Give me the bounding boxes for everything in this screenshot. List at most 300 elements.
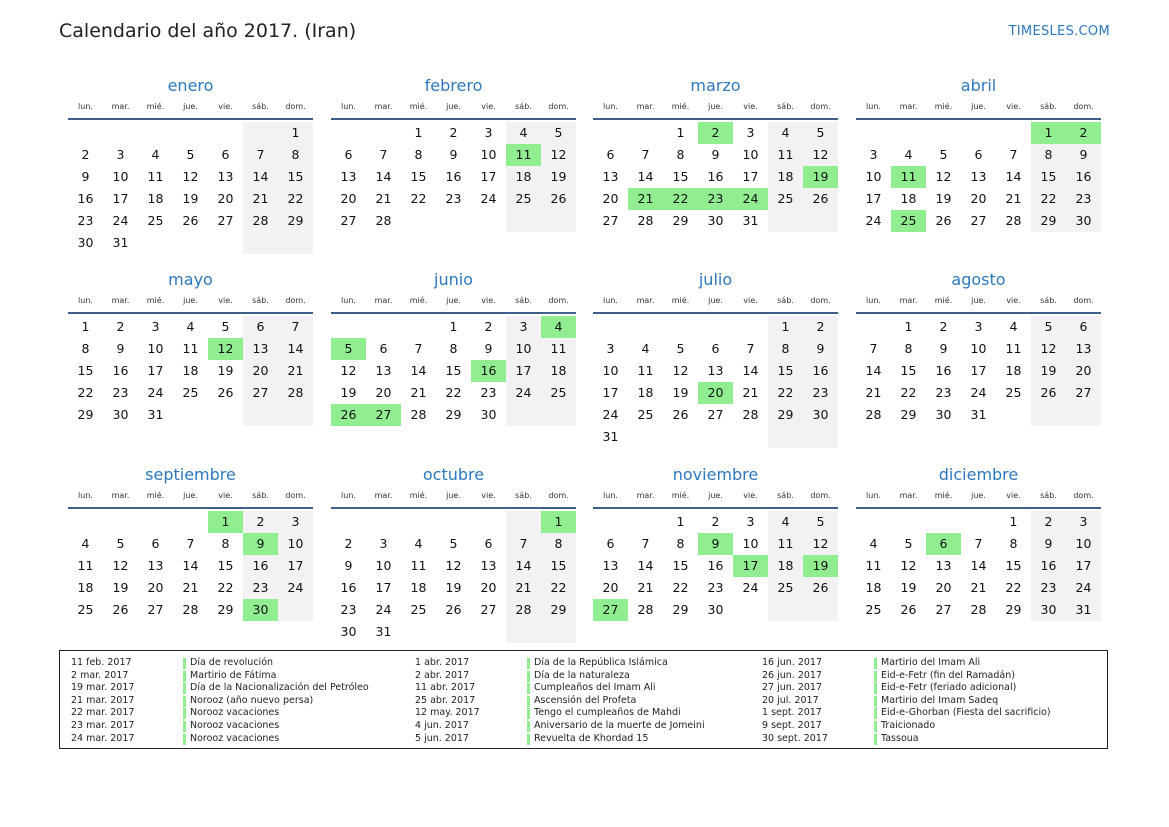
empty-cell: [1066, 404, 1101, 426]
weekday-label: vie.: [218, 102, 233, 111]
holiday-marker: [874, 721, 877, 732]
holiday-name: Aniversario de la muerte de Jomeini: [534, 719, 705, 731]
holiday-name: Día de revolución: [190, 657, 274, 668]
day-cell: 19: [445, 580, 462, 595]
day-cell: 13: [480, 558, 497, 573]
day-cell: 29: [1031, 210, 1066, 232]
day-cell: 9: [1066, 144, 1101, 166]
month-name: febrero: [424, 76, 483, 95]
weekday-header: [856, 489, 1101, 507]
day-cell: 25: [506, 188, 541, 210]
weekday-label: sáb.: [777, 491, 794, 500]
day-cell: 14: [410, 363, 427, 378]
holiday-date: 21 mar. 2017: [71, 694, 135, 706]
day-grid: [856, 316, 1101, 426]
weekday-label: lun.: [341, 102, 356, 111]
day-cell: 3: [746, 125, 755, 140]
day-cell: 13: [147, 558, 164, 573]
empty-cell: [278, 404, 313, 426]
holiday-marker: [527, 683, 530, 694]
day-cell: 8: [676, 147, 685, 162]
weekday-label: mar.: [636, 491, 655, 500]
day-cell: 26: [1031, 382, 1066, 404]
weekday-label: jue.: [183, 491, 198, 500]
holiday-marker: [183, 683, 186, 694]
day-cell: 28: [278, 382, 313, 404]
day-cell: 16: [340, 580, 357, 595]
day-cell: 1: [414, 125, 423, 140]
day-cell: 3: [974, 319, 983, 334]
empty-cell: [733, 316, 768, 338]
day-cell: 10: [602, 363, 619, 378]
weekday-label: jue.: [971, 102, 986, 111]
holiday-day-cell: 1: [208, 511, 243, 533]
weekday-label: lun.: [341, 296, 356, 305]
legend-row: [71, 733, 369, 746]
day-cell: 21: [742, 385, 759, 400]
legend-row: [762, 733, 1051, 746]
day-cell: 23: [803, 382, 838, 404]
empty-cell: [366, 511, 401, 533]
page-title: Calendario del año 2017. (Iran): [59, 20, 357, 42]
day-cell: 12: [445, 558, 462, 573]
day-grid: [593, 122, 838, 232]
empty-cell: [593, 511, 628, 533]
weekday-label: sáb.: [515, 296, 532, 305]
holiday-date: 12 may. 2017: [415, 707, 480, 719]
month-febrero: [331, 74, 576, 232]
holiday-name: Día de la naturaleza: [534, 669, 630, 681]
day-cell: 23: [935, 385, 952, 400]
day-cell: 23: [1066, 188, 1101, 210]
weekday-label: vie.: [218, 296, 233, 305]
weekday-label: vie.: [743, 296, 758, 305]
weekday-label: mié.: [409, 491, 428, 500]
day-cell: 1: [81, 319, 90, 334]
empty-cell: [926, 511, 961, 533]
weekday-label: jue.: [708, 102, 723, 111]
day-cell: 10: [480, 147, 497, 162]
day-cell: 16: [1066, 166, 1101, 188]
day-cell: 20: [243, 360, 278, 382]
day-cell: 27: [970, 213, 987, 228]
day-cell: 26: [182, 213, 199, 228]
day-cell: 23: [707, 580, 724, 595]
day-cell: 27: [935, 602, 952, 617]
day-cell: 8: [414, 147, 423, 162]
day-grid: [593, 511, 838, 621]
day-cell: 28: [410, 407, 427, 422]
weekday-label: mié.: [146, 296, 165, 305]
day-cell: 29: [77, 407, 94, 422]
empty-cell: [173, 511, 208, 533]
weekday-label: jue.: [971, 491, 986, 500]
day-cell: 11: [637, 363, 654, 378]
holiday-date: 27 jun. 2017: [762, 682, 823, 694]
day-cell: 18: [1005, 363, 1022, 378]
month-septiembre: [68, 463, 313, 621]
day-cell: 26: [803, 577, 838, 599]
empty-cell: [698, 426, 733, 448]
day-cell: 6: [484, 536, 493, 551]
month-mayo: [68, 268, 313, 426]
day-cell: 18: [506, 166, 541, 188]
legend-row: [762, 682, 1051, 695]
day-cell: 24: [506, 382, 541, 404]
day-cell: 20: [970, 191, 987, 206]
holiday-name: Día de la Nacionalización del Petróleo: [190, 682, 369, 694]
day-cell: 22: [445, 385, 462, 400]
empty-cell: [471, 511, 506, 533]
holiday-name: Eid-e-Ghorban (Fiesta del sacrificio): [881, 707, 1051, 719]
legend-column: [71, 657, 369, 745]
month-noviembre: [593, 463, 838, 621]
day-cell: 29: [445, 407, 462, 422]
day-cell: 31: [742, 213, 759, 228]
day-cell: 17: [480, 169, 497, 184]
day-grid: [68, 511, 313, 621]
month-marzo: [593, 74, 838, 232]
day-cell: 9: [344, 558, 353, 573]
day-cell: 2: [449, 125, 458, 140]
empty-cell: [961, 122, 996, 144]
empty-cell: [366, 316, 401, 338]
holiday-name: Norooz vacaciones: [190, 732, 280, 744]
holiday-day-cell: 12: [208, 338, 243, 360]
day-cell: 28: [865, 407, 882, 422]
month-junio: [331, 268, 576, 426]
holiday-day-cell: 1: [541, 511, 576, 533]
day-cell: 10: [865, 169, 882, 184]
empty-cell: [856, 316, 891, 338]
empty-cell: [436, 621, 471, 643]
empty-cell: [628, 122, 663, 144]
holiday-date: 19 mar. 2017: [71, 682, 135, 694]
empty-cell: [366, 122, 401, 144]
day-cell: 29: [217, 602, 234, 617]
day-cell: 30: [77, 235, 94, 250]
day-cell: 30: [340, 624, 357, 639]
holiday-day-cell: 2: [698, 122, 733, 144]
weekday-label: mar.: [636, 102, 655, 111]
day-cell: 13: [707, 363, 724, 378]
holiday-date: 11 feb. 2017: [71, 657, 132, 668]
day-cell: 18: [541, 360, 576, 382]
day-cell: 9: [81, 169, 90, 184]
holiday-date: 5 jun. 2017: [415, 732, 469, 744]
day-cell: 31: [970, 407, 987, 422]
day-cell: 22: [672, 580, 689, 595]
weekday-label: sáb.: [515, 491, 532, 500]
empty-cell: [803, 426, 838, 448]
month-rule: [856, 312, 1101, 314]
empty-cell: [506, 404, 541, 426]
holiday-marker: [874, 734, 877, 745]
holiday-marker: [183, 671, 186, 682]
weekday-label: mar.: [899, 491, 918, 500]
day-cell: 27: [480, 602, 497, 617]
empty-cell: [243, 404, 278, 426]
day-cell: 6: [344, 147, 353, 162]
month-name: enero: [167, 76, 214, 95]
day-cell: 20: [935, 580, 952, 595]
holiday-date: 9 sept. 2017: [762, 719, 822, 731]
day-cell: 16: [935, 363, 952, 378]
holiday-date: 1 sept. 2017: [762, 707, 822, 719]
day-cell: 24: [865, 213, 882, 228]
day-cell: 5: [541, 122, 576, 144]
day-cell: 4: [869, 536, 878, 551]
empty-cell: [138, 232, 173, 254]
day-cell: 28: [637, 213, 654, 228]
day-cell: 12: [541, 144, 576, 166]
day-cell: 15: [1031, 166, 1066, 188]
day-cell: 4: [414, 536, 423, 551]
weekday-label: dom.: [1073, 491, 1094, 500]
day-cell: 6: [221, 147, 230, 162]
day-cell: 5: [221, 319, 230, 334]
weekday-label: jue.: [446, 296, 461, 305]
month-name: julio: [698, 270, 733, 289]
day-cell: 30: [707, 602, 724, 617]
holiday-marker: [183, 708, 186, 719]
day-cell: 13: [1066, 338, 1101, 360]
day-cell: 15: [410, 169, 427, 184]
day-cell: 28: [1005, 213, 1022, 228]
empty-cell: [628, 426, 663, 448]
day-cell: 25: [410, 602, 427, 617]
holiday-day-cell: 26: [331, 404, 366, 426]
empty-cell: [541, 621, 576, 643]
day-cell: 3: [1066, 511, 1101, 533]
day-cell: 8: [221, 536, 230, 551]
legend-row: [71, 695, 369, 708]
day-cell: 3: [379, 536, 388, 551]
day-cell: 28: [182, 602, 199, 617]
holiday-name: Martirio de Fátima: [190, 669, 277, 681]
weekday-label: lun.: [603, 491, 618, 500]
day-cell: 5: [904, 536, 913, 551]
day-cell: 19: [541, 166, 576, 188]
day-cell: 30: [707, 213, 724, 228]
day-cell: 27: [217, 213, 234, 228]
day-cell: 2: [116, 319, 125, 334]
day-cell: 1: [768, 316, 803, 338]
day-cell: 23: [340, 602, 357, 617]
day-cell: 10: [112, 169, 129, 184]
day-cell: 10: [375, 558, 392, 573]
day-cell: 12: [182, 169, 199, 184]
day-cell: 9: [1031, 533, 1066, 555]
day-cell: 25: [865, 602, 882, 617]
empty-cell: [436, 210, 471, 232]
weekday-header: [68, 489, 313, 507]
empty-cell: [733, 426, 768, 448]
day-cell: 14: [182, 558, 199, 573]
day-cell: 7: [869, 341, 878, 356]
month-rule: [68, 118, 313, 120]
day-cell: 25: [182, 385, 199, 400]
weekday-label: sáb.: [515, 102, 532, 111]
empty-cell: [331, 511, 366, 533]
month-name: octubre: [422, 465, 485, 484]
day-cell: 4: [768, 122, 803, 144]
day-cell: 6: [151, 536, 160, 551]
holiday-name: Traicionado: [881, 719, 936, 731]
day-cell: 29: [278, 210, 313, 232]
day-cell: 12: [1031, 338, 1066, 360]
month-rule: [593, 118, 838, 120]
day-cell: 24: [602, 407, 619, 422]
day-cell: 21: [410, 385, 427, 400]
empty-cell: [138, 511, 173, 533]
holiday-day-cell: 25: [891, 210, 926, 232]
weekday-label: mié.: [934, 491, 953, 500]
day-cell: 16: [707, 558, 724, 573]
legend-column: [415, 657, 705, 745]
day-cell: 8: [768, 338, 803, 360]
day-cell: 25: [541, 382, 576, 404]
day-cell: 26: [541, 188, 576, 210]
weekday-label: mar.: [899, 296, 918, 305]
brand-link[interactable]: TIMESLES.COM: [1008, 24, 1110, 39]
empty-cell: [856, 511, 891, 533]
empty-cell: [331, 122, 366, 144]
holiday-day-cell: 21: [628, 188, 663, 210]
day-cell: 18: [865, 580, 882, 595]
day-cell: 15: [77, 363, 94, 378]
day-cell: 30: [803, 404, 838, 426]
empty-cell: [1031, 404, 1066, 426]
day-cell: 30: [1066, 210, 1101, 232]
weekday-label: jue.: [971, 296, 986, 305]
day-cell: 17: [742, 169, 759, 184]
day-cell: 18: [182, 363, 199, 378]
day-cell: 23: [1031, 577, 1066, 599]
day-cell: 20: [480, 580, 497, 595]
day-cell: 28: [637, 602, 654, 617]
day-cell: 29: [672, 602, 689, 617]
month-abril: [856, 74, 1101, 232]
day-cell: 31: [147, 407, 164, 422]
day-cell: 9: [484, 341, 493, 356]
weekday-header: [593, 489, 838, 507]
day-cell: 17: [112, 191, 129, 206]
day-cell: 31: [375, 624, 392, 639]
holiday-marker: [527, 721, 530, 732]
holiday-marker: [183, 696, 186, 707]
weekday-header: [331, 294, 576, 312]
day-cell: 24: [147, 385, 164, 400]
day-cell: 27: [707, 407, 724, 422]
weekday-label: sáb.: [1040, 296, 1057, 305]
legend-row: [71, 720, 369, 733]
weekday-header: [593, 100, 838, 118]
day-cell: 5: [186, 147, 195, 162]
holiday-marker: [874, 708, 877, 719]
day-cell: 20: [602, 580, 619, 595]
weekday-label: vie.: [1006, 491, 1021, 500]
day-cell: 12: [935, 169, 952, 184]
day-cell: 12: [900, 558, 917, 573]
weekday-label: vie.: [1006, 102, 1021, 111]
day-cell: 5: [1031, 316, 1066, 338]
weekday-label: sáb.: [252, 491, 269, 500]
empty-cell: [541, 210, 576, 232]
holiday-day-cell: 2: [1066, 122, 1101, 144]
holiday-marker: [874, 683, 877, 694]
holiday-name: Día de la República Islámica: [534, 657, 668, 668]
day-cell: 25: [147, 213, 164, 228]
weekday-label: vie.: [481, 296, 496, 305]
day-cell: 15: [672, 169, 689, 184]
holiday-name: Tengo el cumpleaños de Mahdi: [534, 707, 681, 719]
holiday-marker: [874, 696, 877, 707]
empty-cell: [208, 232, 243, 254]
empty-cell: [733, 599, 768, 621]
day-cell: 22: [900, 385, 917, 400]
holiday-date: 25 abr. 2017: [415, 694, 476, 706]
empty-cell: [891, 511, 926, 533]
empty-cell: [768, 426, 803, 448]
day-cell: 15: [217, 558, 234, 573]
day-cell: 25: [1005, 385, 1022, 400]
day-cell: 18: [900, 191, 917, 206]
weekday-header: [331, 100, 576, 118]
day-cell: 14: [1005, 169, 1022, 184]
day-cell: 31: [112, 235, 129, 250]
day-cell: 5: [449, 536, 458, 551]
day-cell: 12: [803, 144, 838, 166]
day-cell: 11: [768, 144, 803, 166]
day-grid: [856, 511, 1101, 621]
day-grid: [331, 511, 576, 643]
day-cell: 19: [182, 191, 199, 206]
day-grid: [68, 122, 313, 254]
weekday-label: lun.: [603, 102, 618, 111]
weekday-label: sáb.: [252, 102, 269, 111]
empty-cell: [803, 599, 838, 621]
day-cell: 25: [768, 188, 803, 210]
weekday-label: mié.: [671, 491, 690, 500]
day-cell: 22: [541, 577, 576, 599]
day-cell: 7: [506, 533, 541, 555]
day-cell: 17: [147, 363, 164, 378]
day-cell: 11: [768, 533, 803, 555]
day-cell: 8: [904, 341, 913, 356]
month-enero: [68, 74, 313, 254]
day-cell: 20: [217, 191, 234, 206]
day-cell: 8: [676, 536, 685, 551]
day-cell: 30: [112, 407, 129, 422]
day-cell: 26: [935, 213, 952, 228]
day-cell: 17: [970, 363, 987, 378]
day-cell: 30: [480, 407, 497, 422]
day-cell: 17: [602, 385, 619, 400]
day-cell: 23: [112, 385, 129, 400]
day-cell: 7: [278, 316, 313, 338]
day-cell: 20: [147, 580, 164, 595]
weekday-label: mié.: [671, 296, 690, 305]
day-cell: 22: [410, 191, 427, 206]
weekday-label: dom.: [285, 296, 306, 305]
day-cell: 8: [1009, 536, 1018, 551]
holiday-day-cell: 22: [663, 188, 698, 210]
day-cell: 25: [768, 577, 803, 599]
holiday-name: Norooz (año nuevo persa): [190, 694, 314, 706]
empty-cell: [331, 316, 366, 338]
weekday-label: mié.: [934, 296, 953, 305]
